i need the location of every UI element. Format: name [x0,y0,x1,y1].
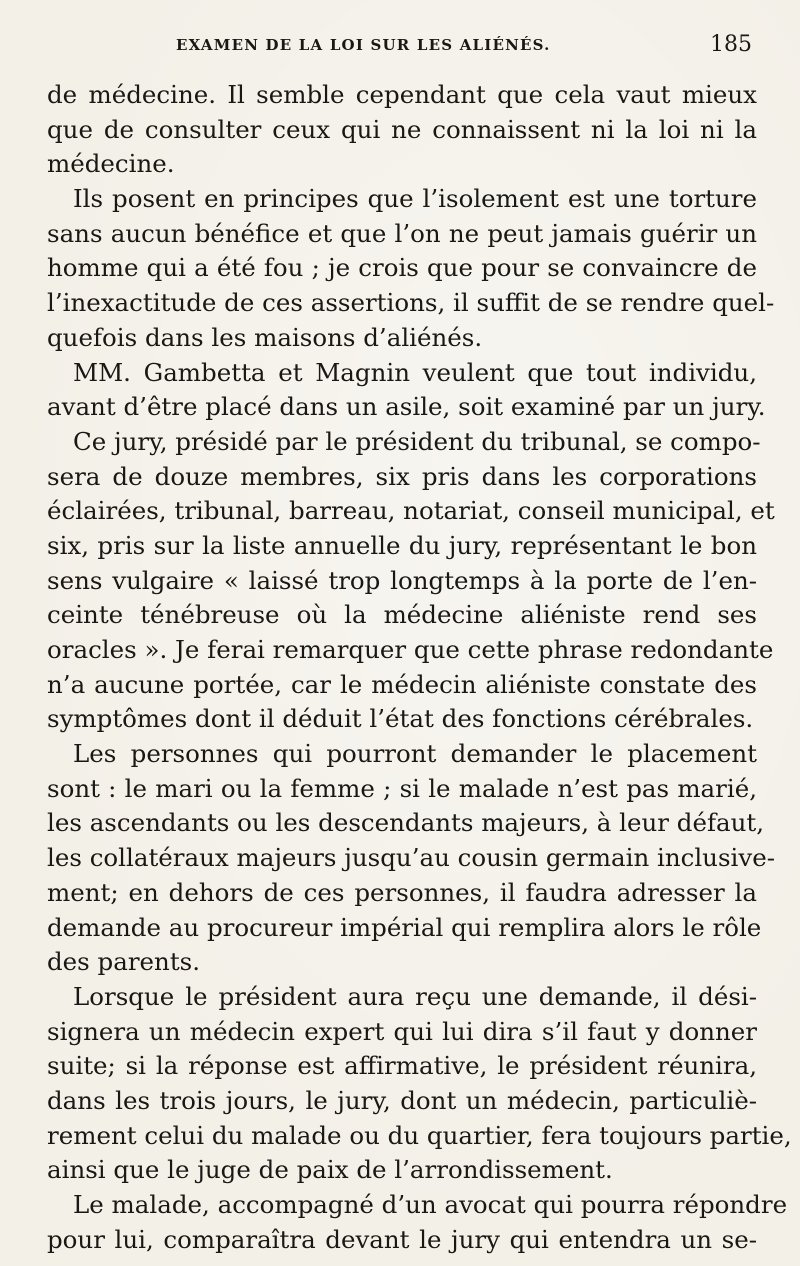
text-line: symptômes dont il déduit l’état des fonctions cérébrales. [47,704,754,734]
text-line: Ce jury, présidé par le président du tribunal, se compo- [73,426,761,456]
text-line: ainsi que le juge de paix de l’arrondissement. [47,1155,613,1185]
text-line: Le malade, accompagné d’un avocat qui pourra répondre [73,1190,788,1219]
text-line: médecine. [47,149,175,179]
text-line: MM. Gambetta et Magnin veulent que tout individu, [73,357,757,387]
text-line: sont : le mari ou la femme ; si le malade n’est pas marié, [47,773,757,803]
text-line: pour lui, comparaîtra devant le jury qui entendra un se- [47,1224,757,1254]
text-line: homme qui a été fou ; je crois que pour se convaincre de [47,253,757,283]
text-line: éclairées, tribunal, barreau, notariat, conseil municipal, et [47,496,775,526]
text-line: avant d’être placé dans un asile, soit examiné par un jury. [47,392,766,422]
text-line: des parents. [47,947,201,977]
page-number: 185 [710,32,752,57]
text-line: sans aucun bénéfice et que l’on ne peut jamais guérir un [47,218,757,248]
text-line: l’inexactitude de ces assertions, il suffit de se rendre quel- [47,288,775,318]
text-line: n’a aucune portée, car le médecin aliéniste constate des [47,669,757,699]
body-text [47,78,792,1257]
text-line: ceinte ténébreuse où la médecine aliéniste rend ses [47,600,757,630]
text-line: Ils posent en principes que l’isolement est une torture [73,184,757,214]
text-line: signera un médecin expert qui lui dira s’il faut y donner [47,1016,757,1046]
text-line: les ascendants ou les descendants majeurs, à leur défaut, [47,808,765,838]
text-line: suite; si la réponse est affirmative, le président réunira, [47,1051,757,1081]
text-line: sens vulgaire « laissé trop longtemps à la porte de l’en- [47,565,757,595]
text-line: de médecine. Il semble cependant que cela vaut mieux [47,80,757,109]
text-line: ment; en dehors de ces personnes, il faudra adresser la [47,877,757,907]
text-line: quefois dans les maisons d’aliénés. [47,322,483,352]
text-line: que de consulter ceux qui ne connaissent ni la loi ni la [47,114,757,144]
text-line: dans les trois jours, le jury, dont un médecin, particuliè- [47,1085,757,1115]
text-line: six, pris sur la liste annuelle du jury, représentant le bon [47,530,757,560]
text-line: rement celui du malade ou du quartier, fera toujours partie, [47,1120,792,1150]
running-title: EXAMEN DE LA LOI SUR LES ALIÉNÉS. [176,36,551,54]
text-line: Les personnes qui pourront demander le placement [73,739,757,769]
text-line: demande au procureur impérial qui remplira alors le rôle [47,912,762,942]
text-line: Lorsque le président aura reçu une demande, il dési- [73,981,757,1011]
text-line: oracles ». Je ferai remarquer que cette phrase redondante [47,635,774,664]
text-line: sera de douze membres, six pris dans les corporations [47,461,757,491]
text-line: les collatéraux majeurs jusqu’au cousin germain inclusive- [47,843,775,873]
